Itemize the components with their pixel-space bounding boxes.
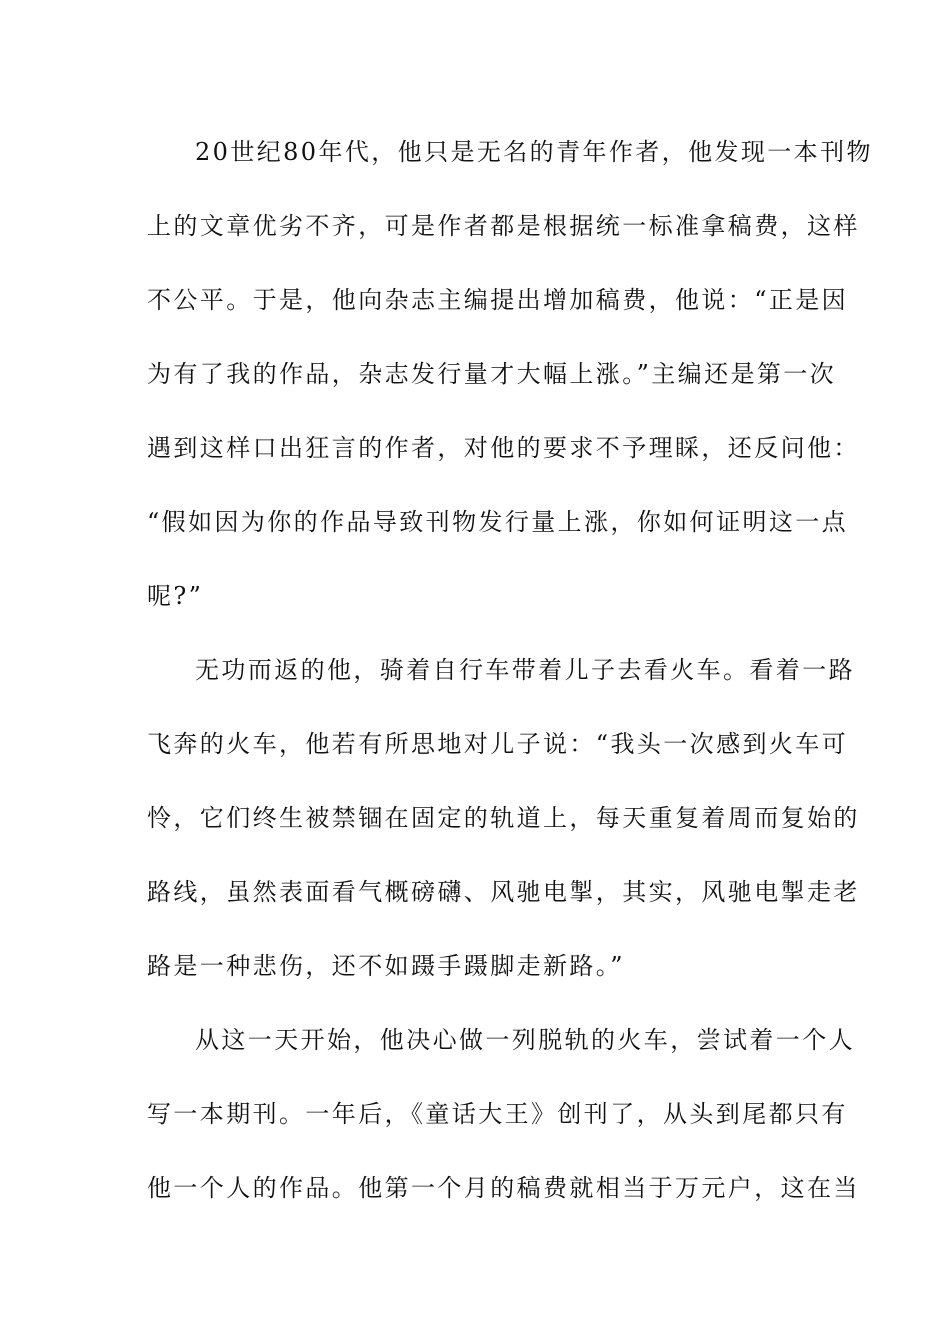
body-text (147, 130, 873, 1240)
text-line: 从这一天开始，他决心做一列脱轨的火车，尝试着一个人 (195, 1026, 855, 1054)
text-line: 无功而返的他，骑着自行车带着儿子去看火车。看着一路 (195, 656, 855, 684)
text-line: 怜，它们终生被禁锢在固定的轨道上，每天重复着周而复始的 (147, 804, 860, 832)
text-line: 飞奔的火车，他若有所思地对儿子说：“我头一次感到火车可 (147, 730, 849, 758)
text-line: 路是一种悲伤，还不如蹑手蹑脚走新路。” (147, 952, 625, 980)
text-line: “假如因为你的作品导致刊物发行量上涨，你如何证明这一点 (147, 508, 849, 536)
paragraph-3 (147, 1018, 860, 1240)
paragraph-1 (147, 130, 873, 648)
text-line: 20世纪80年代，他只是无名的青年作者，他发现一本刊物 (195, 138, 873, 166)
text-line: 为有了我的作品，杂志发行量才大幅上涨。”主编还是第一次 (147, 360, 837, 388)
paragraph-2 (147, 648, 860, 1018)
text-line: 遇到这样口出狂言的作者，对他的要求不予理睬，还反问他： (147, 434, 860, 462)
text-line: 他一个人的作品。他第一个月的稿费就相当于万元户，这在当 (147, 1174, 860, 1202)
text-line: 写一本期刊。一年后，《童话大王》创刊了，从头到尾都只有 (147, 1100, 848, 1128)
text-line: 不公平。于是，他向杂志主编提出增加稿费，他说：“正是因 (147, 286, 849, 314)
text-line: 呢?” (147, 582, 204, 610)
text-line: 路线，虽然表面看气概磅礴、风驰电掣，其实，风驰电掣走老 (147, 878, 860, 906)
text-line: 上的文章优劣不齐，可是作者都是根据统一标准拿稿费，这样 (147, 212, 860, 240)
